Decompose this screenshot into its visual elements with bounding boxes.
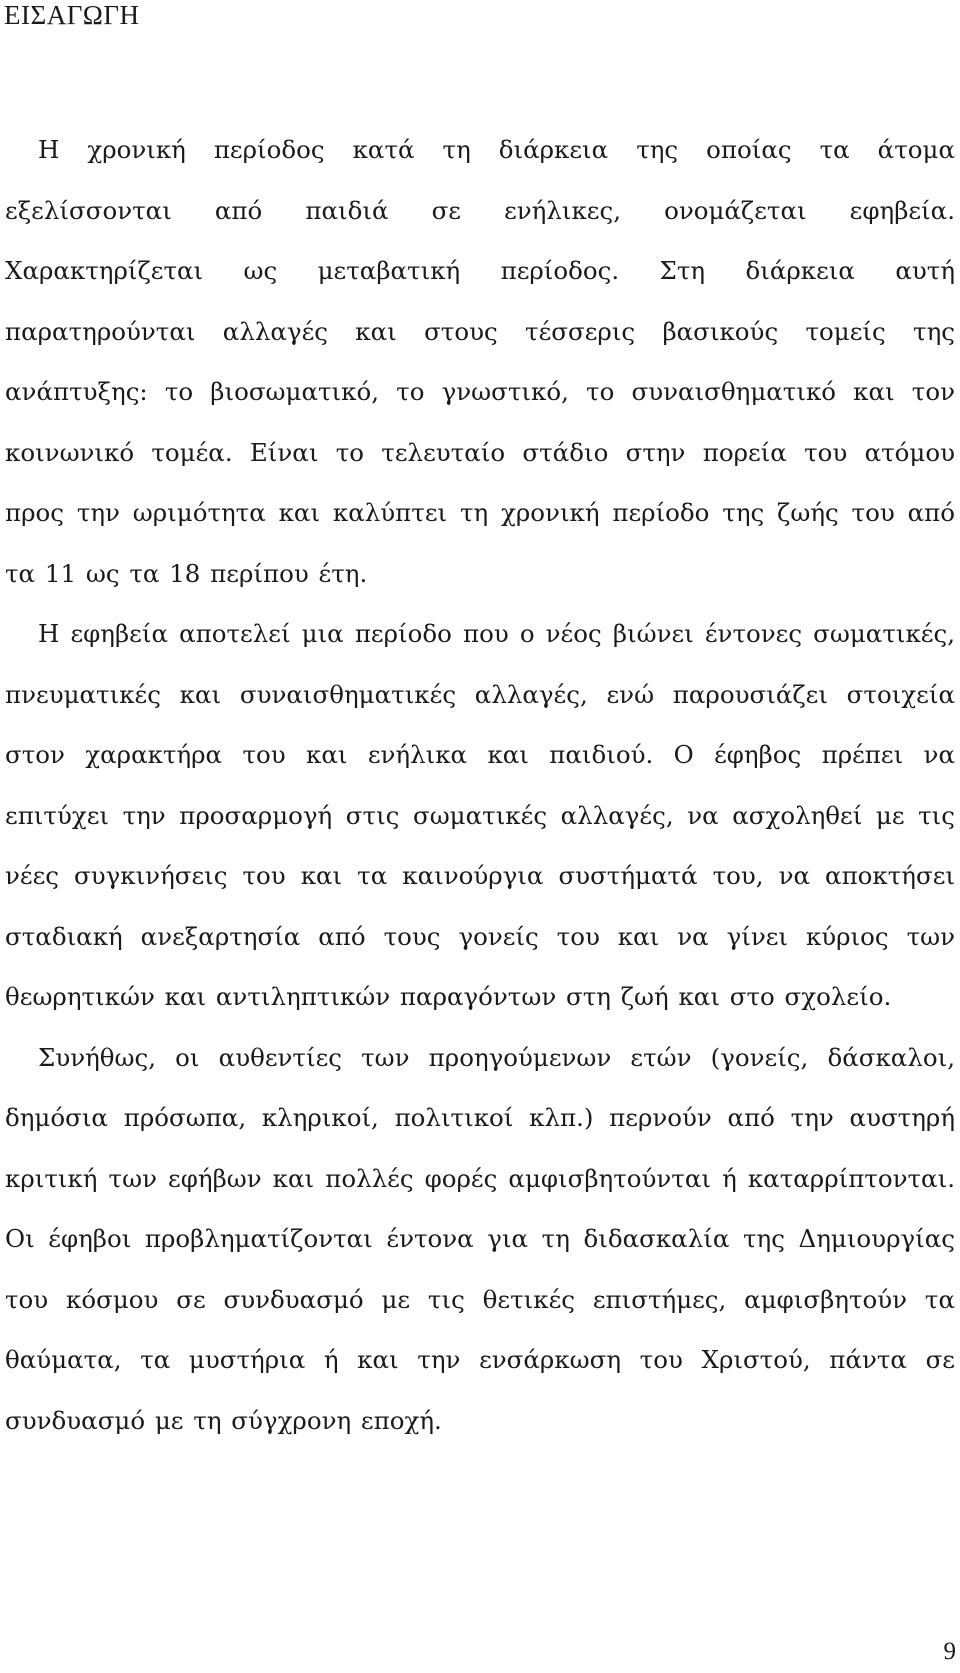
body-text	[5, 120, 955, 1451]
section-heading: ΕΙΣΑΓΩΓΗ	[4, 0, 140, 30]
page-number: 9	[943, 1638, 956, 1665]
paragraph-1: Η χρονική περίοδος κατά τη διάρκεια της οποίας τα άτομα εξελίσσονται από παιδιά σε ενήλικες, ονομάζεται εφηβεία. Χαρακτηρίζεται ως μεταβατική περίοδος. Στη διάρκεια αυτή παρατηρούνται αλλαγές και στους τέσσερις βασικούς τομείς της ανάπτυξης: το βιοσωματικό, το γνωστικό, το συναισθηματικό και τον κοινωνικό τομέα. Είναι το τελευταίο στάδιο στην πορεία του ατόμου προς την ωριμότητα και καλύπτει τη χρονική περίοδο της ζωής του από τα 11 ως τα 18 περίπου έτη.	[5, 135, 955, 588]
paragraph-2: Η εφηβεία αποτελεί μια περίοδο που ο νέος βιώνει έντονες σωματικές, πνευματικές και συναισθηματικές αλλαγές, ενώ παρουσιάζει στοιχεία στον χαρακτήρα του και ενήλικα και παιδιού. Ο έφηβος πρέπει να επιτύχει την προσαρμογή στις σωματικές αλλαγές, να ασχοληθεί με τις νέες συγκινήσεις του και τα καινούργια συστήματά του, να αποκτήσει σταδιακή ανεξαρτησία από τους γονείς του και να γίνει κύριος των θεωρητικών και αντιληπτικών παραγόντων στη ζωή και στο σχολείο.	[5, 619, 955, 1011]
paragraph-3: Συνήθως, οι αυθεντίες των προηγούμενων ετών (γονείς, δάσκαλοι, δημόσια πρόσωπα, κληρικοί, πολιτικοί κλπ.) περνούν από την αυστηρή κριτική των εφήβων και πολλές φορές αμφισβητούνται ή καταρρίπτονται. Οι έφηβοι προβληματίζονται έντονα για τη διδασκαλία της Δημιουργίας του κόσμου σε συνδυασμό με τις θετικές επιστήμες, αμφισβητούν τα θαύματα, τα μυστήρια ή και την ενσάρκωση του Χριστού, πάντα σε συνδυασμό με τη σύγχρονη εποχή.	[5, 1042, 955, 1435]
